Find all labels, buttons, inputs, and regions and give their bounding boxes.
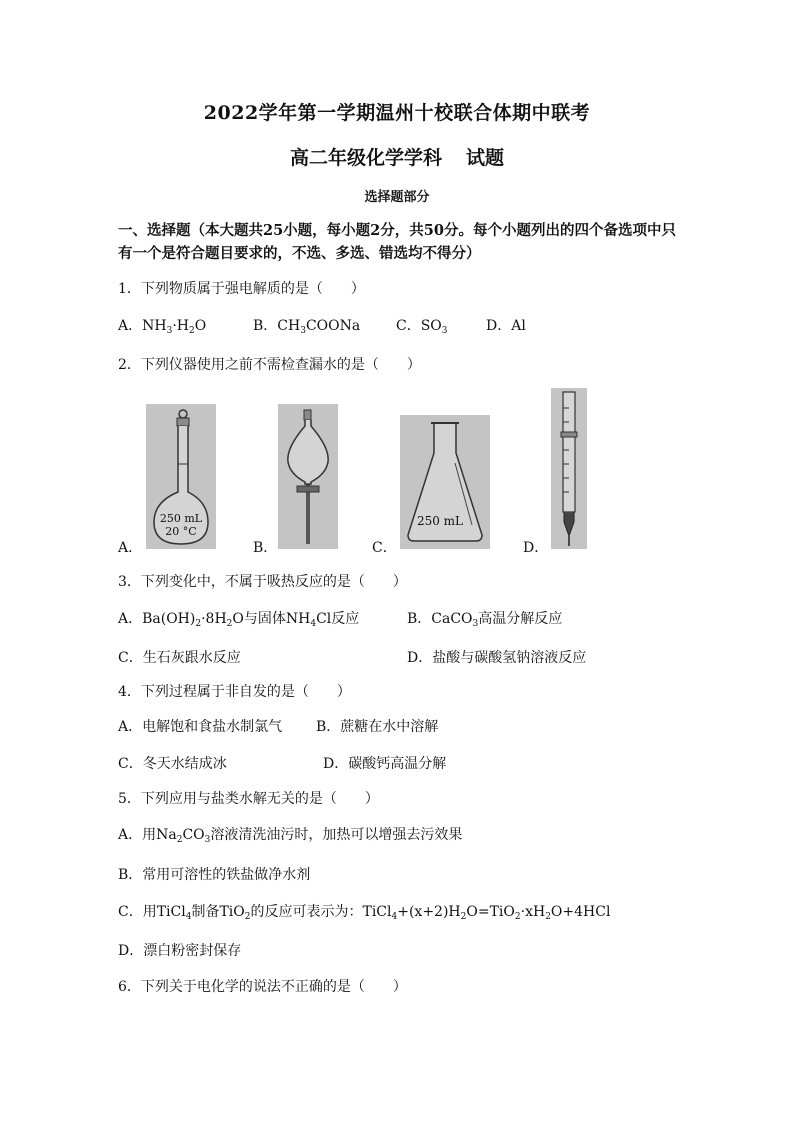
question-5-option-b: B．常用可溶性的铁盐做净水剂 xyxy=(118,867,311,883)
question-2-label-a: A． xyxy=(118,540,143,556)
question-5-option-a: A．用$Na_2CO_3$溶液清洗油污时，加热可以增强去污效果 xyxy=(118,827,463,845)
question-5-option-d: D．漂白粉密封保存 xyxy=(118,943,242,959)
question-1-option-a: A．$NH_3\cdot H_2O$ xyxy=(118,318,207,336)
question-5-option-c: C．用TiCl$_4$制备TiO$_2$的反应可表示为：$TiCl_4+(x+2)H_2O=TiO_2\cdot xH_2O+4HCl$ xyxy=(118,904,611,922)
question-4-option-c: C．冬天水结成冰 xyxy=(118,756,227,772)
volumetric-flask-image xyxy=(146,404,216,549)
question-3-option-b: B．CaCO$_3$高温分解反应 xyxy=(407,611,563,629)
question-2-stem: 2．下列仪器使用之前不需检查漏水的是（ ） xyxy=(118,357,421,373)
question-1-option-c: C．$SO_3$ xyxy=(396,318,448,336)
flask-a-volume-text: 250 mL xyxy=(159,512,203,525)
question-2-label-b: B． xyxy=(253,540,278,556)
subtitle-grade-subject: 高二年级化学学科 xyxy=(289,147,442,169)
question-4-option-a: A．电解饱和食盐水制氯气 xyxy=(118,719,283,735)
exam-subtitle xyxy=(0,143,794,170)
section-instructions: 一、选择题（本大题共25小题，每小题2分，共50分。每个小题列出的四个备选项中只有一个是符合题目要求的，不选、多选、错选均不得分） xyxy=(118,222,676,262)
question-3-stem: 3．下列变化中，不属于吸热反应的是（ ） xyxy=(118,574,407,590)
separatory-funnel-image xyxy=(278,404,338,549)
flask-c-volume-text: 250 mL xyxy=(416,514,464,528)
question-1-option-b: B．$CH_3COONa$ xyxy=(253,318,361,336)
section-heading: 选择题部分 xyxy=(364,190,430,205)
question-2-label-c: C． xyxy=(372,540,397,556)
question-1-stem: 1．下列物质属于强电解质的是（ ） xyxy=(118,281,365,297)
conical-flask-image xyxy=(400,415,490,549)
burette-image xyxy=(551,388,587,549)
subtitle-test: 试题 xyxy=(466,147,505,169)
question-4-stem: 4．下列过程属于非自发的是（ ） xyxy=(118,684,351,700)
question-4-option-d: D．碳酸钙高温分解 xyxy=(323,756,447,772)
question-5-stem: 5．下列应用与盐类水解无关的是（ ） xyxy=(118,791,379,807)
question-3-option-c: C．生石灰跟水反应 xyxy=(118,650,241,666)
question-6-stem: 6．下列关于电化学的说法不正确的是（ ） xyxy=(118,979,407,995)
question-3-option-a: A．$Ba(OH)_2\cdot 8H_2O$与固体$NH_4Cl$反应 xyxy=(118,611,360,629)
question-4-option-b: B．蔗糖在水中溶解 xyxy=(316,719,439,735)
question-2-label-d: D． xyxy=(523,540,549,556)
flask-a-temp-text: 20 °C xyxy=(165,525,197,538)
question-1-option-d: D．Al xyxy=(486,318,526,334)
exam-title: 2022学年第一学期温州十校联合体期中联考 xyxy=(203,102,591,124)
question-3-option-d: D．盐酸与碳酸氢钠溶液反应 xyxy=(407,650,587,666)
